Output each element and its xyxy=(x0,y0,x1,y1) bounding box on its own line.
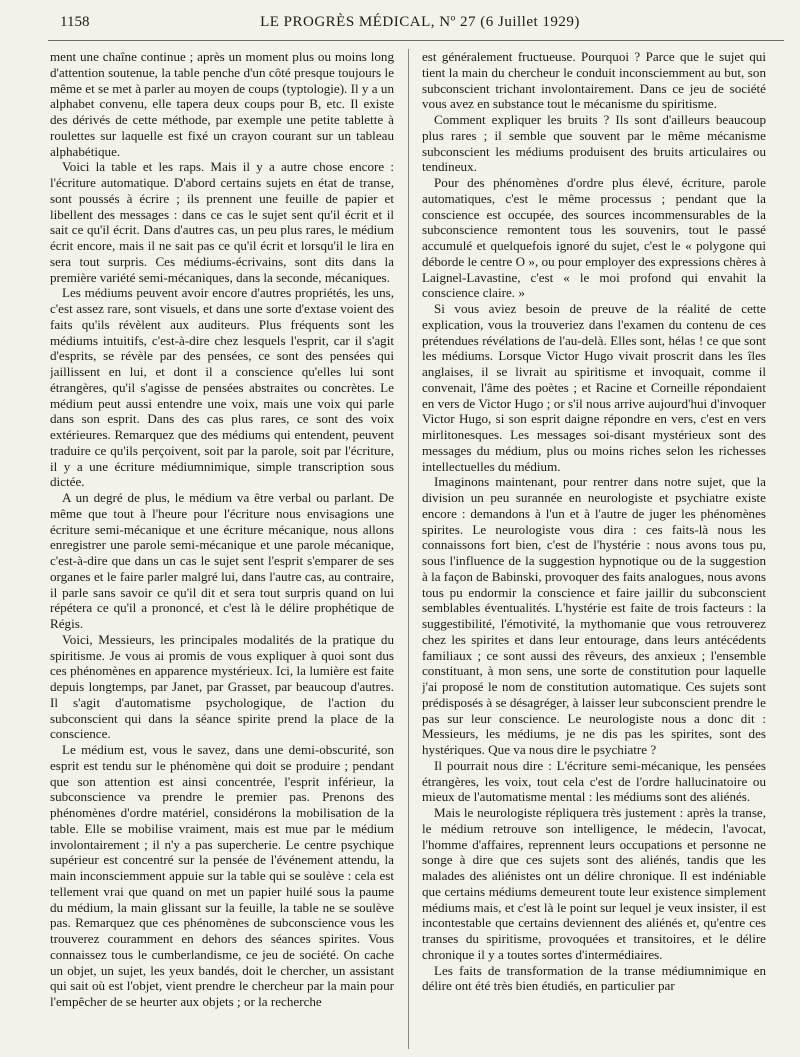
paragraph: Voici la table et les raps. Mais il y a autre chose encore : l'écriture automatique. D'abord certains sujets en état de transe, sont poussés à écrire ; ils prennent une feuille de papier et libellent des messages : dans ce cas le sujet sent qu'il écrit et il sait ce qu'il écrit. Dans d'autres cas, un peu plus rares, le médium écrit encore, mais il ne sait pas ce qu'il écrit et lorsqu'il le lira en sera tout surpris. Ces médiums-écrivains, sont dits dans la première variété semi-mécaniques, dans la seconde, mécaniques. xyxy=(50,159,394,285)
paragraph: Comment expliquer les bruits ? Ils sont d'ailleurs beaucoup plus rares ; il semble que souvent par le même mécanisme subconscient les médiums produisent des bruits articulaires ou tendineux. xyxy=(422,112,766,175)
page-number: 1158 xyxy=(60,14,90,30)
left-column xyxy=(50,49,394,1049)
paragraph: Voici, Messieurs, les principales modalités de la pratique du spiritisme. Je vous ai promis de vous expliquer à quoi sont dus ces phénomènes en apparence mystérieux. Ici, la lumière est faite depuis longtemps, par Janet, par Grasset, par beaucoup d'autres. Il s'agit d'automatisme psychologique, de l'action du subconscient qui dans la séance spirite prend la place de la conscience. xyxy=(50,631,394,742)
header-rule xyxy=(48,40,784,41)
paragraph: Les médiums peuvent avoir encore d'autres propriétés, les uns, c'est assez rare, sont visuels, et dans une sorte d'extase voient des faits qu'ils révèlent aux auditeurs. Plus fréquents sont les médiums intuitifs, c'est-à-dire chez lesquels l'esprit, car il s'agit d'esprits, se révèle par des pensées, ce sont des pensées qui jaillissent en lui, et dont il a conscience qu'elles lui sont étrangères, qu'il s'agisse de pensées abstraites ou concrètes. Le médium peut aussi entendre une voix, mais une voix qui parle dans son esprit. Dans des cas plus rares, ce sont des voix extérieures. Remarquez que des médiums qui entendent, peuvent traduire ce qu'ils perçoivent, soit par la parole, soit par l'écriture, il y a une écriture médiumnimique, simple transcription sous dictée. xyxy=(50,285,394,490)
paragraph: Le médium est, vous le savez, dans une demi-obscurité, son esprit est tendu sur le phénomène qui doit se produire ; pendant que son attention est ainsi concentrée, l'esprit inférieur, la subconscience va prendre le premier pas. Prenons des phénomènes d'ordre matériel, considérons la mobilisation de la table. Elle se mobilise vraiment, mais est mue par le médium involontairement ; il n'y a pas supercherie. Le centre psychique supérieur est concentré sur la pensée de l'événement attendu, la main inconsciemment appuie sur la table qui se soulève : cela est tellement vrai que quand on met un papier huilé sous la paume du médium, la main glissant sur la feuille, la table ne se soulève pas. Remarquez que ces phénomènes de subconscience vous les trouverez couramment en dehors des séances spirites. Vous connaissez tous le cumberlandisme, ce jeu de société. On cache un objet, un sujet, les yeux bandés, doit le chercher, un assistant qui sait où est l'objet, vient prendre le chercheur par la main pour l'empêcher de se heurter aux objets ; or la recherche xyxy=(50,742,394,1009)
paragraph: Les faits de transformation de la transe médiumnimique en délire ont été très bien étudiés, en particulier par xyxy=(422,962,766,994)
column-divider xyxy=(408,49,409,1049)
paragraph: Pour des phénomènes d'ordre plus élevé, écriture, parole automatiques, c'est le même processus ; pendant que la conscience est occupée, des sources incommensurables de la subconscience remontent tous les souvenirs, tout le passé accumulé et quelquefois ignoré du sujet, c'est le « polygone qui déborde le centre O », ou pour employer des expressions chères à Laignel-Lavastine, c'est « le moi profond qui envahit la conscience claire. » xyxy=(422,175,766,301)
paragraph: Il pourrait nous dire : L'écriture semi-mécanique, les pensées étrangères, les voix, tout cela c'est de l'ordre hallucinatoire ou mieux de l'automatisme mental : les médiums sont des aliénés. xyxy=(422,757,766,805)
journal-title: LE PROGRÈS MÉDICAL, Nº 27 (6 Juillet 1929) xyxy=(260,14,580,30)
paragraph: A un degré de plus, le médium va être verbal ou parlant. De même que tout à l'heure pour l'écriture nous envisagions une écriture semi-mécanique et une écriture mécanique, nous allons enregistrer une parole semi-mécanique et une parole mécanique, c'est-à-dire que dans un cas le sujet sent l'esprit s'emparer de ses organes et le faire parler malgré lui, dans l'autre cas, au contraire, il parle sans savoir ce qu'il dit et sera tout surpris quand on lui répétera ce qu'il a prononcé, et c'est là le délire prophétique de Régis. xyxy=(50,490,394,631)
right-column xyxy=(422,49,766,1049)
page-header xyxy=(60,14,780,36)
paragraph: ment une chaîne continue ; après un moment plus ou moins long d'attention soutenue, la table penche d'un côté presque toujours le même et se met à parler au moyen de coups (typtologie). Il y a un alphabet convenu, elle tapera deux coups pour B, etc. Il existe des dérivés de cette méthode, par exemple une petite tablette à roulettes sur laquelle est fixé un crayon courant sur un tableau alphabétique. xyxy=(50,49,394,159)
paragraph: est généralement fructueuse. Pourquoi ? Parce que le sujet qui tient la main du chercheur le conduit inconsciemment au but, son subconscient trichant involontairement. Dans ce jeu de société vous avez en substance tout le mécanisme du spiritisme. xyxy=(422,49,766,112)
paragraph: Imaginons maintenant, pour rentrer dans notre sujet, que la division un peu surannée en neurologiste et psychiatre existe encore : demandons à l'un et à l'autre de juger les phénomènes spirites. Le neurologiste vous dira : ces faits-là nous les connaissons fort bien, c'est de l'hystérie : nous avons tous pu, sous l'influence de la suggestion hypnotique ou de la suggestion à la façon de Babinski, provoquer des faits analogues, nous avons tous pu endormir la conscience et faire jaillir du subconscient semblables éventualités. L'hystérie est faite de trois facteurs : la suggestibilité, l'émotivité, la mythomanie que vous retrouverez chez les spirites et dans leur entourage, dans leurs antécédents familiaux ; ce sont aussi des rêveurs, des anxieux ; l'ensemble constituant, à mon sens, une sorte de constitution pour laquelle j'ai proposé le nom de constitution automatique. Ces sujets sont prédisposés à se désagréger, à laisser leur subconscient prendre le pas sur leur conscience. Le neurologiste nous a donc dit : Messieurs, les médiums, je ne dis pas les spirites, sont des hystériques. Que va nous dire le psychiatre ? xyxy=(422,474,766,757)
paragraph: Si vous aviez besoin de preuve de la réalité de cette explication, vous la trouveriez dans l'examen du contenu de ces prétendues révélations de l'au-delà. Elles sont, hélas ! ce que sont les médiums. Lorsque Victor Hugo vivait proscrit dans les îles anglaises, il se livrait au spiritisme et invoquait, comme il convenait, l'âme des poètes ; et Racine et Corneille répondaient en vers de Victor Hugo ; or s'il nous arrive aujourd'hui d'invoquer Victor Hugo, si son esprit daigne répondre en vers, c'est en vers mirlitonesques. Les messages soi-disant mystérieux sont des messages du médium, plus ou moins riches selon les richesses intellectuelles du médium. xyxy=(422,301,766,474)
paragraph: Mais le neurologiste répliquera très justement : après la transe, le médium retrouve son intelligence, le médecin, l'avocat, l'homme d'affaires, reprennent leurs occupations et personne ne songe à dire que ces sujets sont des aliénés, tandis que les malades des aliénistes ont un délire chronique. Il est indéniable que certains médiums demeurent toute leur existence simplement médiums mais, et c'est là le point sur lequel je veux insister, il est incontestable que certains deviennent des aliénés et, qu'entre ces transes du spiritisme, provoquées et transitoires, et le délire chronique il y a toutes sortes d'intermédiaires. xyxy=(422,805,766,962)
